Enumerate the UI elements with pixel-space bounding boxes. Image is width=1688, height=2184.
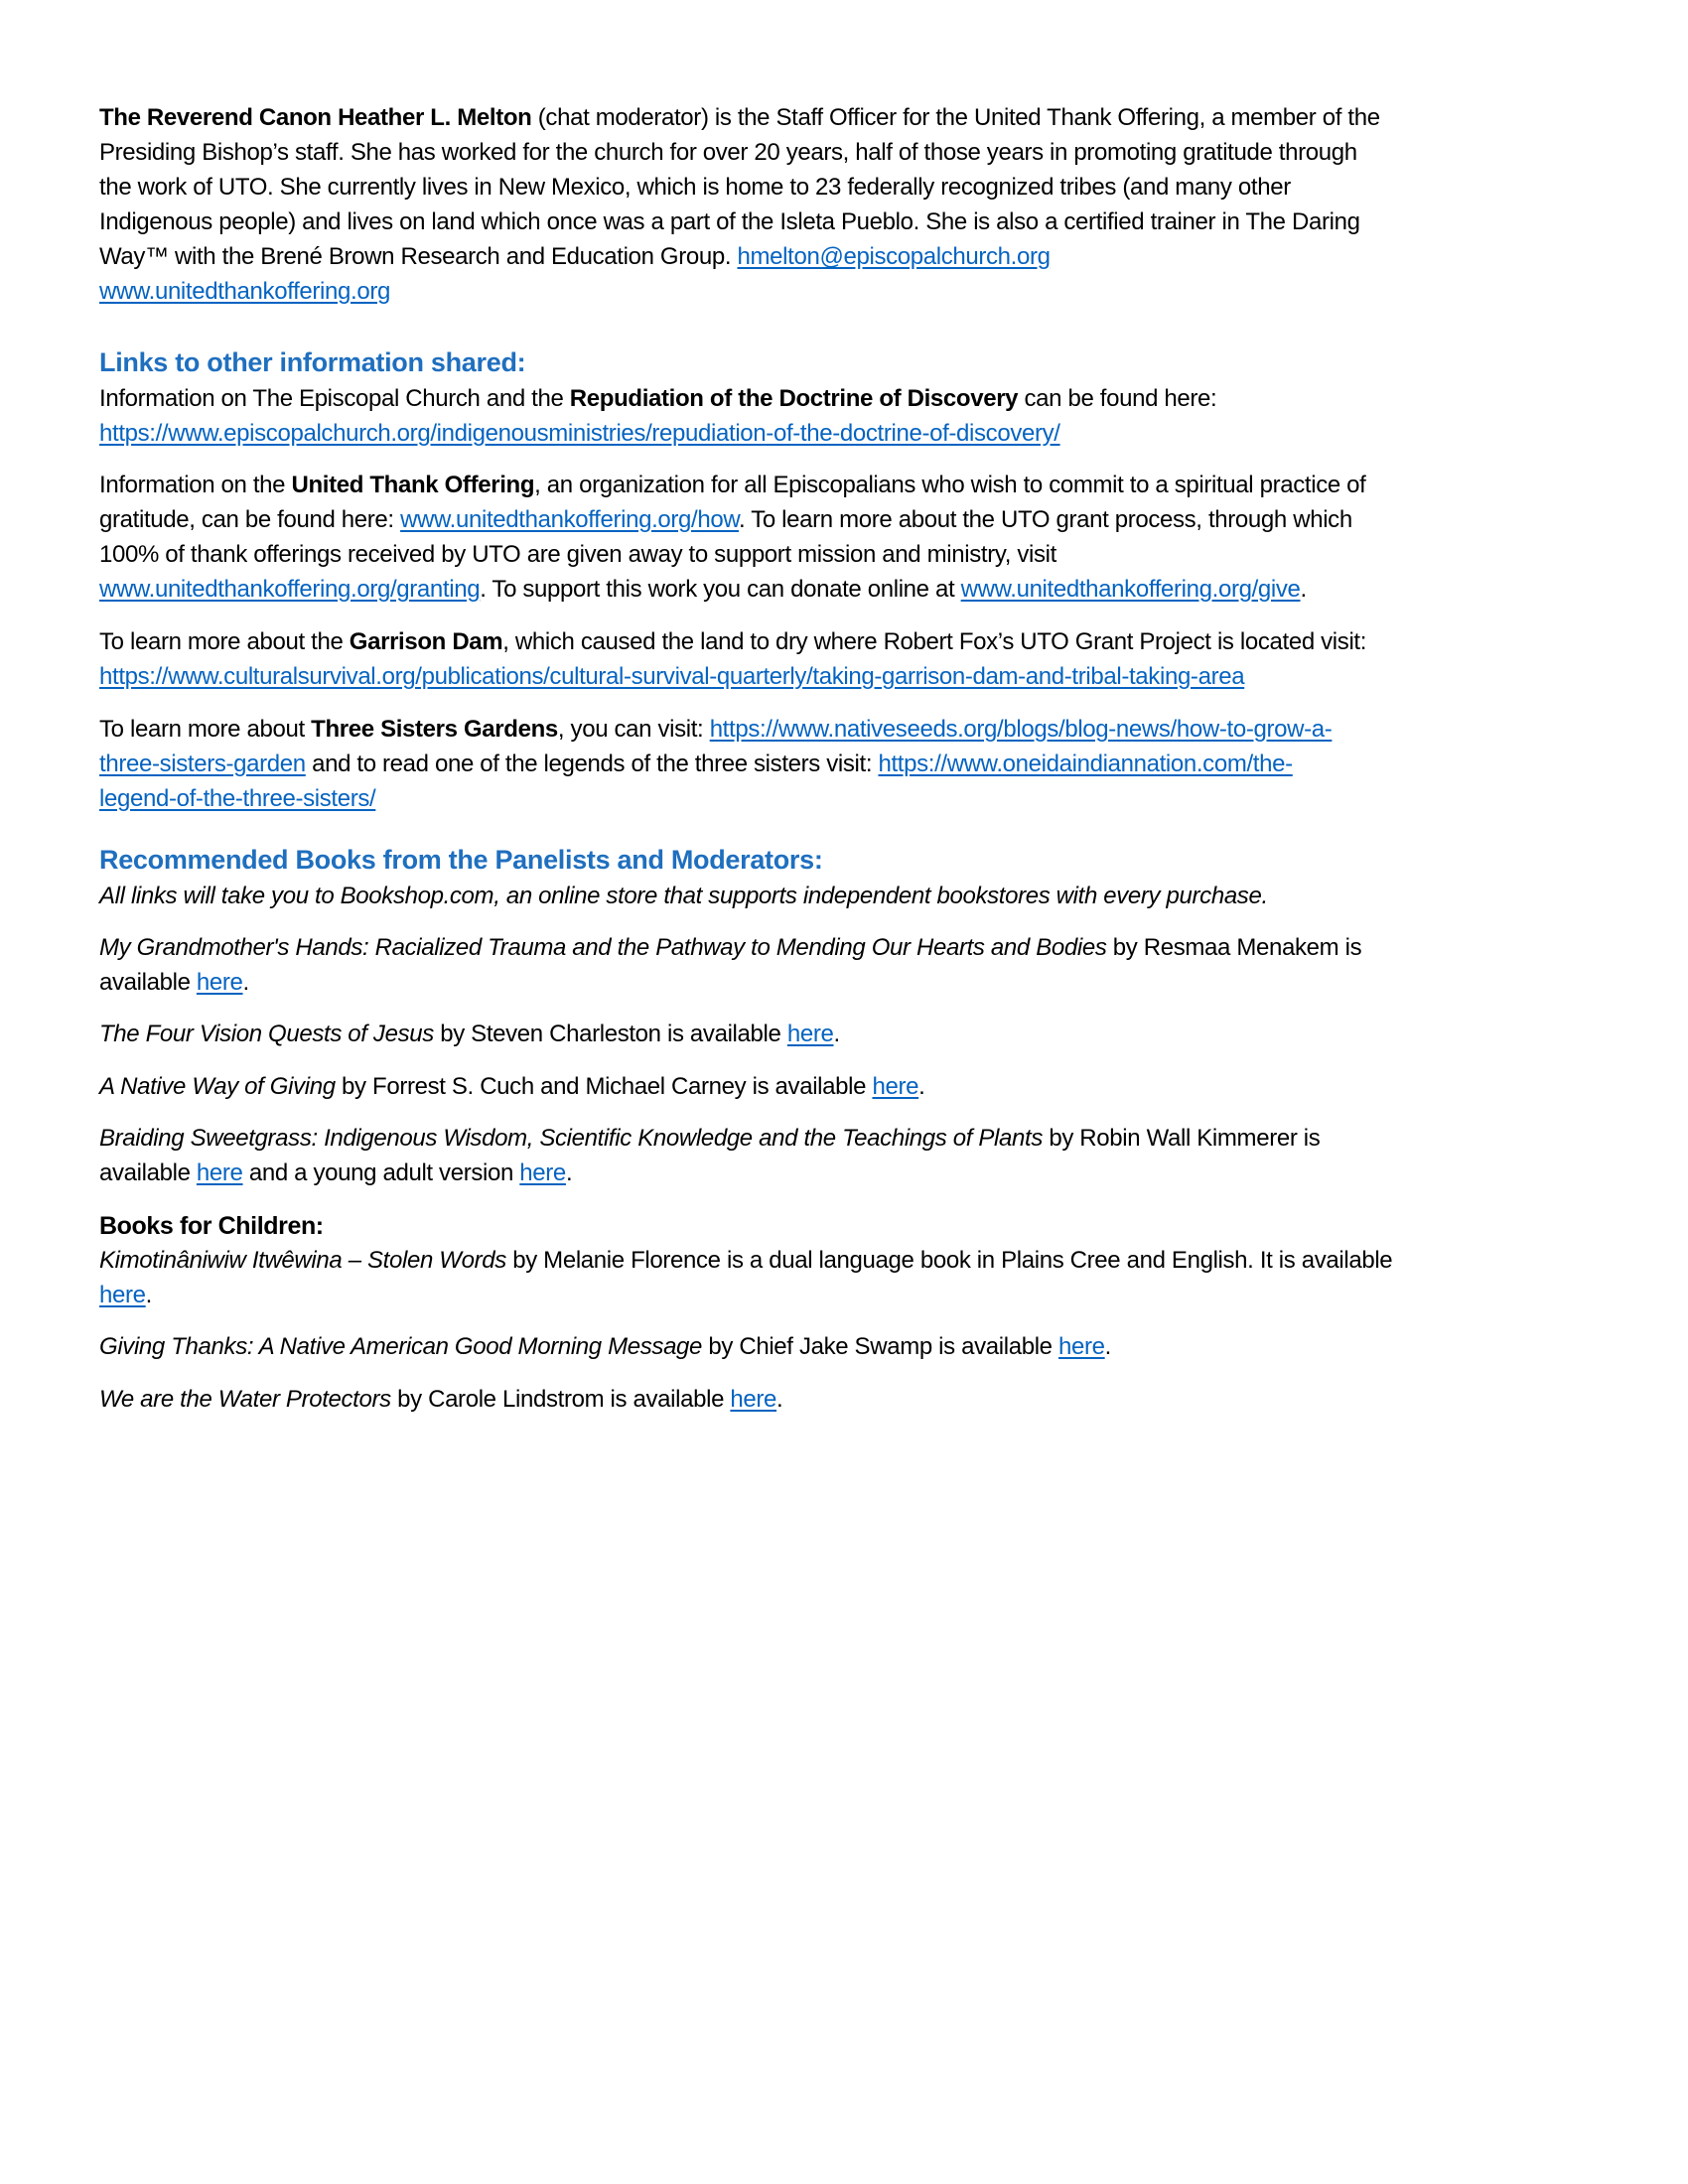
book-link[interactable]: here (196, 1160, 243, 1186)
text: , which caused the land to dry where Robert Fox’s UTO Grant Project is located visit: (502, 628, 1367, 655)
uto-how-link[interactable]: www.unitedthankoffering.org/how (400, 506, 739, 533)
text: available (99, 969, 197, 996)
oneida-legend-link[interactable]: https://www.oneidaindiannation.com/the- (878, 751, 1293, 777)
text: and to read one of the legends of the three sisters visit: (305, 751, 879, 777)
text-line (99, 382, 1216, 416)
text: and a young adult version (242, 1160, 520, 1186)
text-line (99, 660, 1244, 694)
text-line (99, 713, 1332, 747)
text: by Steven Charleston is available (433, 1021, 787, 1047)
text: by Robin Wall Kimmerer is (1043, 1125, 1321, 1152)
italic-text: Kimotinâniwiw Itwêwina – Stolen Words (99, 1247, 506, 1274)
text: . (242, 969, 249, 996)
text: by Carole Lindstrom is available (390, 1386, 731, 1413)
text-line (99, 503, 1352, 537)
text: . (565, 1160, 573, 1186)
italic-text: My Grandmother's Hands: Racialized Trauma and the Pathway to Mending Our Hearts and Bodies (99, 934, 1107, 961)
text: by Melanie Florence is a dual language book in Plains Cree and English. It is available (505, 1247, 1393, 1274)
bold-text: Three Sisters Gardens (311, 716, 558, 743)
text: by Forrest S. Cuch and Michael Carney is available (335, 1073, 873, 1100)
uto-website-link[interactable]: www.unitedthankoffering.org (99, 278, 390, 305)
uto-granting-link[interactable]: www.unitedthankoffering.org/granting (99, 576, 481, 603)
text: Recommended Books from the Panelists and Moderators: (99, 845, 823, 875)
native-seeds-link[interactable]: https://www.nativeseeds.org/blogs/blog-news/how-to-grow-a- (709, 716, 1333, 743)
text-line (99, 880, 1268, 913)
text: Information on The Episcopal Church and the (99, 385, 570, 412)
bold-text: United Thank Offering (291, 472, 535, 498)
text: . (1104, 1333, 1111, 1360)
book-link[interactable]: here (872, 1073, 919, 1100)
text-line (99, 205, 1360, 239)
text: To learn more about the (99, 628, 350, 655)
text: . (918, 1073, 925, 1100)
text: Links to other information shared: (99, 347, 526, 377)
text: . (833, 1021, 840, 1047)
book-link[interactable]: here (1058, 1333, 1105, 1360)
text: Presiding Bishop’s staff. She has worked for the church for over 20 years, half of those years in promoting gratitude through (99, 139, 1357, 166)
text-line (99, 625, 1366, 659)
text-line (99, 1279, 152, 1312)
book-link[interactable]: here (99, 1282, 146, 1308)
text-line (99, 1122, 1320, 1156)
book-young-adult-link[interactable]: here (519, 1160, 566, 1186)
text: , you can visit: (557, 716, 710, 743)
text-line (99, 782, 375, 816)
email-link[interactable]: hmelton@episcopalchurch.org (737, 243, 1051, 270)
text-line (99, 275, 390, 309)
text-line (99, 1070, 924, 1104)
text: Way™ with the Brené Brown Research and Education Group. (99, 243, 738, 270)
text-line (99, 931, 1361, 965)
text: To learn more about (99, 716, 312, 743)
text-line (99, 171, 1291, 205)
italic-text: All links will take you to Bookshop.com, an online store that supports independent bookstores with every purchase. (99, 883, 1268, 909)
text: Books for Children: (99, 1212, 324, 1240)
text: the work of UTO. She currently lives in New Mexico, which is home to 23 federally recognized tribes (and many other (99, 174, 1291, 201)
italic-text: The Four Vision Quests of Jesus (99, 1021, 434, 1047)
text: . To learn more about the UTO grant process, through which (739, 506, 1352, 533)
oneida-legend-link[interactable]: legend-of-the-three-sisters/ (99, 785, 376, 812)
section-heading (99, 345, 525, 379)
text: gratitude, can be found here: (99, 506, 401, 533)
text: , an organization for all Episcopalians who wish to commit to a spiritual practice of (534, 472, 1366, 498)
section-heading (99, 843, 823, 877)
text: . (145, 1282, 152, 1308)
uto-give-link[interactable]: www.unitedthankoffering.org/give (960, 576, 1301, 603)
text-line (99, 101, 1380, 135)
text: 100% of thank offerings received by UTO are given away to support mission and ministry, visit (99, 541, 1056, 568)
book-link[interactable]: here (786, 1021, 834, 1047)
text: . (776, 1386, 783, 1413)
italic-text: Braiding Sweetgrass: Indigenous Wisdom, Scientific Knowledge and the Teachings of Plants (99, 1125, 1044, 1152)
text-line (99, 136, 1357, 170)
text-line (99, 1330, 1111, 1364)
text-line (99, 469, 1365, 502)
bold-text: Repudiation of the Doctrine of Discovery (569, 385, 1019, 412)
text-line (99, 1018, 840, 1051)
text: can be found here: (1018, 385, 1217, 412)
text: available (99, 1160, 197, 1186)
doctrine-of-discovery-link[interactable]: https://www.episcopalchurch.org/indigenousministries/repudiation-of-the-doctrine-of-discovery/ (99, 420, 1060, 447)
text-line (99, 1157, 572, 1190)
text: . To support this work you can donate online at (480, 576, 961, 603)
italic-text: A Native Way of Giving (99, 1073, 336, 1100)
native-seeds-link[interactable]: three-sisters-garden (99, 751, 306, 777)
text-line (99, 748, 1293, 781)
text: Information on the (99, 472, 292, 498)
text-line (99, 1383, 782, 1417)
text-line (99, 240, 1051, 274)
text: by Chief Jake Swamp is available (702, 1333, 1059, 1360)
book-link[interactable]: here (730, 1386, 777, 1413)
text: . (1300, 576, 1307, 603)
italic-text: We are the Water Protectors (99, 1386, 391, 1413)
text: (chat moderator) is the Staff Officer for the United Thank Offering, a member of the (531, 104, 1380, 131)
garrison-dam-link[interactable]: https://www.culturalsurvival.org/publications/cultural-survival-quarterly/taking-garrison-dam-and-tribal-taking-area (99, 663, 1245, 690)
text: by Resmaa Menakem is (1106, 934, 1362, 961)
bold-text: The Reverend Canon Heather L. Melton (99, 104, 532, 131)
text-line (99, 538, 1056, 572)
text-line (99, 417, 1060, 451)
text-line (99, 1244, 1392, 1278)
text-line (99, 966, 249, 1000)
text-line (99, 573, 1307, 607)
italic-text: Giving Thanks: A Native American Good Morning Message (99, 1333, 703, 1360)
bold-text: Garrison Dam (349, 628, 503, 655)
section-heading (99, 1209, 324, 1243)
book-link[interactable]: here (196, 969, 243, 996)
text: Indigenous people) and lives on land which once was a part of the Isleta Pueblo. She is also a certified trainer in The Daring (99, 208, 1360, 235)
